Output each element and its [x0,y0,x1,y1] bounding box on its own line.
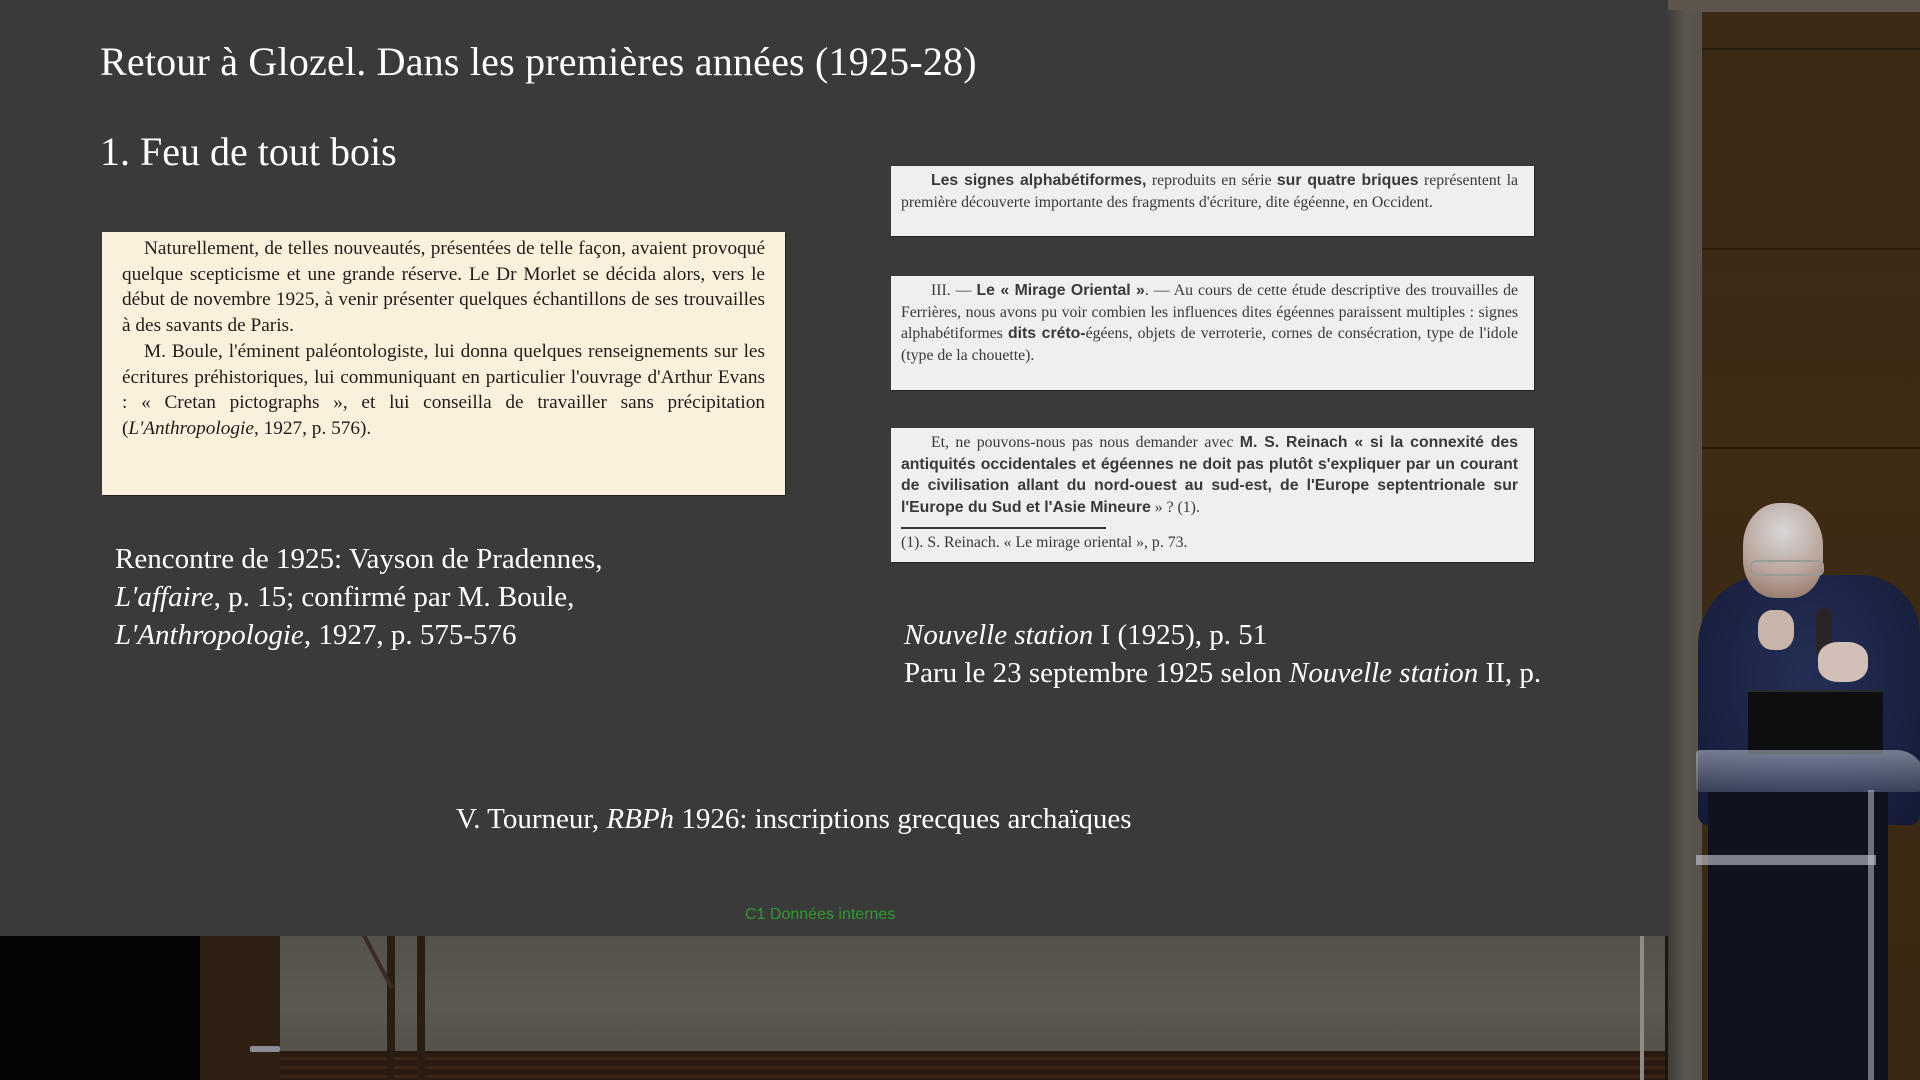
scanned-excerpt-boule [102,232,785,495]
caption-text: II, p. [1478,657,1542,689]
excerpt-text: . — Au cours de cette étude descriptive des trouvailles de Ferrières, nous avons pu voir combien les influences dites égéennes paraissent multiples : signes alphabétiformes [901,282,1518,342]
scanned-excerpt-signes [891,166,1534,236]
panel-seam [1702,248,1920,250]
screen-stand-leg [417,936,425,1080]
scanned-excerpt-reinach [891,428,1534,562]
caption-rencontre [115,540,675,654]
excerpt-text: représentent la première découverte importante des fragments d'écriture, dite égéenne, en Occident. [901,172,1518,211]
lectern-shelf [1696,855,1876,865]
excerpt-bold: Les signes alphabétiformes, [931,172,1147,189]
caption-nouvelle-station [904,616,1664,692]
caption-text: Rencontre de 1925: Vayson de Pradennes, [115,543,603,575]
caption-text: Paru le 23 septembre 1925 selon [904,657,1289,689]
excerpt-text: III. — [931,282,977,299]
screen-handle [250,1046,280,1052]
speaker-hand [1758,610,1794,650]
caption-italic: L'Anthropologie [115,619,304,651]
stage-floor-area [0,936,1668,1080]
excerpt-bold: dits créto- [1007,325,1086,342]
excerpt-text: , 1927, p. 576). [253,417,372,439]
caption-italic: Nouvelle station [904,619,1094,651]
speaker-head [1743,503,1823,598]
screen-stand-leg [387,936,395,1080]
excerpt-text: Et, ne pouvons-nous pas nous demander avec [931,434,1240,451]
excerpt-paragraph: Naturellement, de telles nouveautés, présentées de telle façon, avaient provoqué quelque scepticisme et une grande réserve. Le Dr Morlet se décida alors, vers le début de novembre 1925, à venir présenter quelques échantillons de ses trouvailles à des savants de Paris. [122,238,765,337]
ceiling-trim [1668,0,1920,12]
wood-trim [200,936,280,1080]
caption-text: V. Tourneur, [456,803,607,835]
lectern-body [1708,792,1888,1080]
excerpt-text: reproduits en série [1146,172,1277,189]
panel-seam [1702,48,1920,50]
caption-tourneur [456,800,1132,838]
caption-italic: Nouvelle station [1288,657,1479,689]
caption-text: , 1927, p. 575-576 [303,619,517,651]
speaker-hand [1818,642,1868,682]
slide-subtitle: 1. Feu de tout bois [100,129,397,174]
caption-text: I (1925), p. 51 [1093,619,1268,651]
caption-italic: L'affaire [115,581,214,613]
dark-corner [0,936,205,1080]
lectern-post [1868,790,1874,1080]
panel-seam [1702,447,1920,449]
caption-text: , p. 15; confirmé par M. Boule, [213,581,575,613]
caption-line [904,616,1664,654]
glasses-icon [1750,560,1824,576]
excerpt-paragraph [122,339,765,442]
classification-watermark: C1 Données internes [745,906,896,923]
stage-ledge [280,1051,1665,1080]
caption-line [904,654,1664,692]
slide-title: Retour à Glozel. Dans les premières années (1925-28) [100,39,977,84]
excerpt-bold: sur quatre briques [1276,172,1419,189]
excerpt-italic: L'Anthropologie [128,417,254,439]
lectern-top [1696,750,1920,792]
caption-text: 1926: inscriptions grecques archaïques [674,803,1132,835]
screen-stand-leg [1640,936,1644,1080]
excerpt-text: M. Boule, l'éminent paléontologiste, lui donna quelques renseignements sur les écritures préhistoriques, lui communiquant en particulier l'ouvrage d'Arthur Evans : « Cretan pictographs », et lui conseilla de travailler sans précipitation ( [122,340,765,439]
footnote-rule [901,527,1106,529]
footnote: (1). S. Reinach. « Le mirage oriental », p. 73. [901,534,1188,551]
excerpt-paragraph [901,280,1518,366]
scanned-excerpt-mirage [891,276,1534,390]
caption-italic: RBPh [606,803,675,835]
excerpt-bold: M. S. Reinach « si la connexité des antiquités occidentales et égéennes ne doit pas plutôt s'expliquer par un courant de civilisation allant du nord-ouest au sud-est, de l'Europe septentrionale sur l'Europe du Sud et l'Asie Mineure [901,434,1518,516]
excerpt-bold: Le « Mirage Oriental » [976,282,1145,299]
projection-screen-lower [280,936,1665,1051]
speaker-at-lectern [1668,490,1920,1080]
excerpt-text: égéens, objets de verroterie, cornes de consécration, type de l'idole (type de la chouette). [901,325,1518,364]
excerpt-paragraph [901,170,1518,213]
excerpt-text: » ? (1). [1150,498,1200,516]
laptop [1748,690,1883,754]
excerpt-paragraph [901,432,1518,518]
